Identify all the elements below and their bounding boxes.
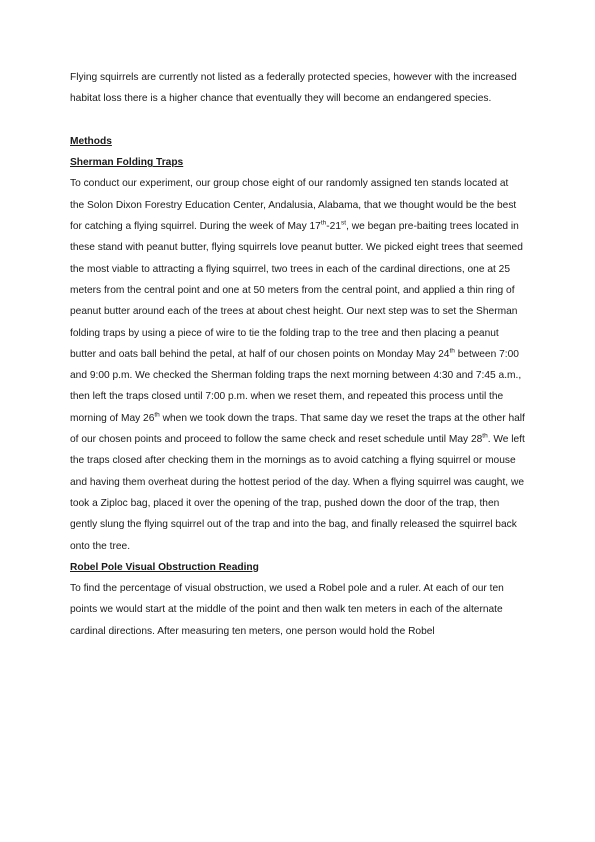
- document-page: [70, 67, 525, 642]
- sherman-text-4: between 7:00 and 9:00 p.m. We checked the Sherman folding traps the next morning between 4:30 and 7:45 a.m., then left the traps closed until 7:00 p.m. when we reset them, and repeated this process until the morning of May 26: [70, 348, 522, 424]
- robel-pole-paragraph: To find the percentage of visual obstruction, we used a Robel pole and a ruler. At each of our ten points we would start at the middle of the point and then walk ten meters in each of the alternate cardinal directions. After measuring ten meters, one person would hold the Robel: [70, 583, 504, 637]
- sherman-sup-5: th: [482, 432, 488, 440]
- sherman-traps-paragraph: [70, 173, 525, 556]
- methods-heading: Methods: [70, 135, 112, 147]
- intro-paragraph: Flying squirrels are currently not listed as a federally protected species, however with the increased habitat loss there is a higher chance that eventually they will become an endangered species.: [70, 72, 517, 105]
- sherman-sup-4: th: [154, 411, 160, 419]
- sherman-text-1: To conduct our experiment, our group chose eight of our randomly assigned ten stands located at the Solon Dixon Forestry Education Center, Andalusia, Alabama, that we thought would be the best for catching a flying squirrel. During the week of May 17: [70, 178, 517, 233]
- sherman-text-2: -21: [326, 221, 342, 233]
- sherman-text-5: when we took down the traps. That same day we reset the traps at the other half of our chosen points and proceed to follow the same check and reset schedule until May 28: [70, 412, 525, 446]
- sherman-sup-2: st: [341, 219, 347, 227]
- sherman-text-6: . We left the traps closed after checking them in the mornings as to avoid catching a flying squirrel or mouse and having them overheat during the hottest period of the day. When a flying squirrel was caught, we took a Ziploc bag, placed it over the opening of the trap, pushed down the door of the trap, then gently slung the flying squirrel out of the trap and into the bag, and finally released the squirrel back onto the tree.: [70, 434, 525, 552]
- sherman-text-3: , we began pre-baiting trees located in these stand with peanut butter, flying squirrels love peanut butter. We picked eight trees that seemed the most viable to attracting a flying squirrel, two trees in each of the cardinal directions, one at 25 meters from the central point and one at 50 meters from the central point, and applied a thin ring of peanut butter around each of the trees at about chest height. Our next step was to set the Sherman folding traps by using a piece of wire to tie the folding trap to the tree and then placing a peanut butter and oats ball behind the petal, at half of our chosen points on Monday May 24: [70, 221, 523, 360]
- robel-pole-heading: Robel Pole Visual Obstruction Reading: [70, 561, 259, 573]
- sherman-sup-1: th: [320, 219, 327, 227]
- paragraph-spacer: [70, 110, 525, 131]
- sherman-sup-3: th: [449, 347, 455, 355]
- sherman-traps-heading: Sherman Folding Traps: [70, 157, 184, 169]
